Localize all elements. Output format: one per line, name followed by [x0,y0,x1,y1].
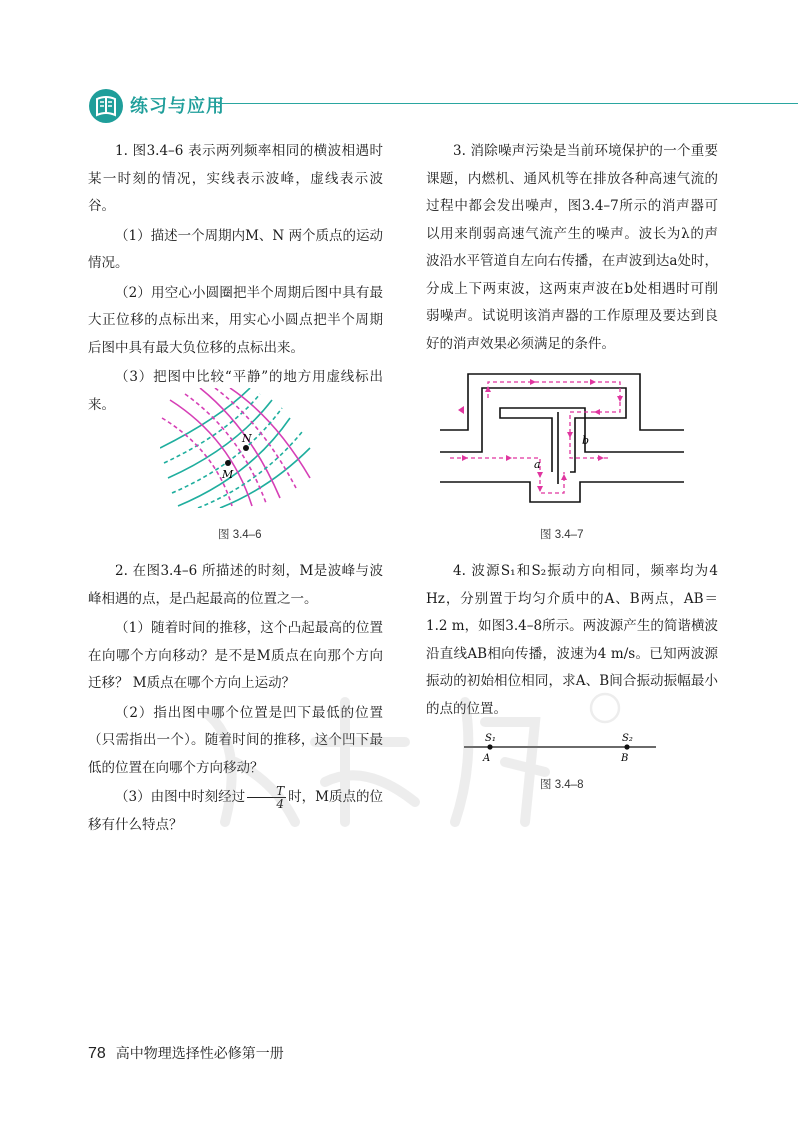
label-n: N [242,432,252,445]
practice-book-icon [88,88,124,124]
label-a: a [534,458,541,471]
figure-caption-3-4-6: 图 3.4–6 [218,529,262,541]
q1-part3: （3）把图中比较“平静”的地方用虚线标出来。 [88,369,383,413]
label-m: M [222,468,234,481]
publisher-watermark [175,672,635,832]
muffler-figure [440,368,690,510]
q3-text: 3. 消除噪声污染是当前环境保护的一个重要课题，内燃机、通风机等在排放各种高速气流的过程中都会发出噪声，图3.4–7所示的消声器可以用来削弱高速气流产生的噪声。波长为λ的声波沿水平管道自左向右传播，在声波到达a处时，分成上下两束波，这两束声波在b处相遇时可削弱噪声。试说明该消声器的工作原理及要达到良好的消声效果必须满足的条件。 [426,143,718,352]
q2-part1: （1）随着时间的推移，这个凸起最高的位置在向哪个方向移动？是不是M质点在向那个方向迁移？ M质点在哪个方向上运动？ [88,620,383,691]
figure-caption-3-4-7: 图 3.4–7 [540,529,584,541]
q3-block [426,138,718,360]
q2-intro: 2. 在图3.4–6 所描述的时刻，M是波峰与波峰相遇的点，是凸起最高的位置之一。 [88,563,383,607]
label-b: b [582,434,590,447]
q1-intro: 1. 图3.4–6 表示两列频率相同的横波相遇时某一时刻的情况，实线表示波峰，虚线表示波谷。 [88,143,383,214]
left-column [88,138,383,421]
label-a-point: A [483,753,491,764]
figure-caption-3-4-8: 图 3.4–8 [540,779,584,791]
q4-text: 4. 波源S₁和S₂振动方向相同，频率均为4 Hz，分别置于均匀介质中的A、B两点，AB＝1.2 m，如图3.4–8所示。两波源产生的简谐横波沿直线AB相向传播，波速为4 m/s。已知两波源振动的初始相位相同，求A、B间合振动振幅最小的点的位置。 [426,563,718,717]
label-s1: S₁ [485,733,496,744]
header-rule [218,103,798,104]
q1-part1: （1）描述一个周期内M、N 两个质点的运动情况。 [88,227,384,271]
fraction-t-over-4: $\frac{T}{4}$ [247,785,286,810]
page-footer [88,1043,284,1063]
book-title: 高中物理选择性必修第一册 [115,1045,284,1061]
point-m [225,460,231,466]
section-title: 练习与应用 [130,96,225,117]
label-s2: S₂ [622,733,633,744]
page-number: 78 [88,1045,106,1062]
point-n [243,445,249,451]
label-b-point: B [621,753,629,764]
q2-part2: （2）指出图中哪个位置是凹下最低的位置（只需指出一个）。随着时间的推移，这个凹下最低的位置在向哪个方向移动？ [88,704,383,776]
q2-part3: （3）由图中时刻经过 $\frac{T}{4}$ 时，M质点的位移有什么特点？ [88,784,384,833]
q1-part2: （2）用空心小圆圈把半个周期后图中具有最大正位移的点标出来，用实心小圆点把半个周期后图中具有最大负位移的点标出来。 [88,284,383,356]
wave-interference-figure [160,388,320,508]
